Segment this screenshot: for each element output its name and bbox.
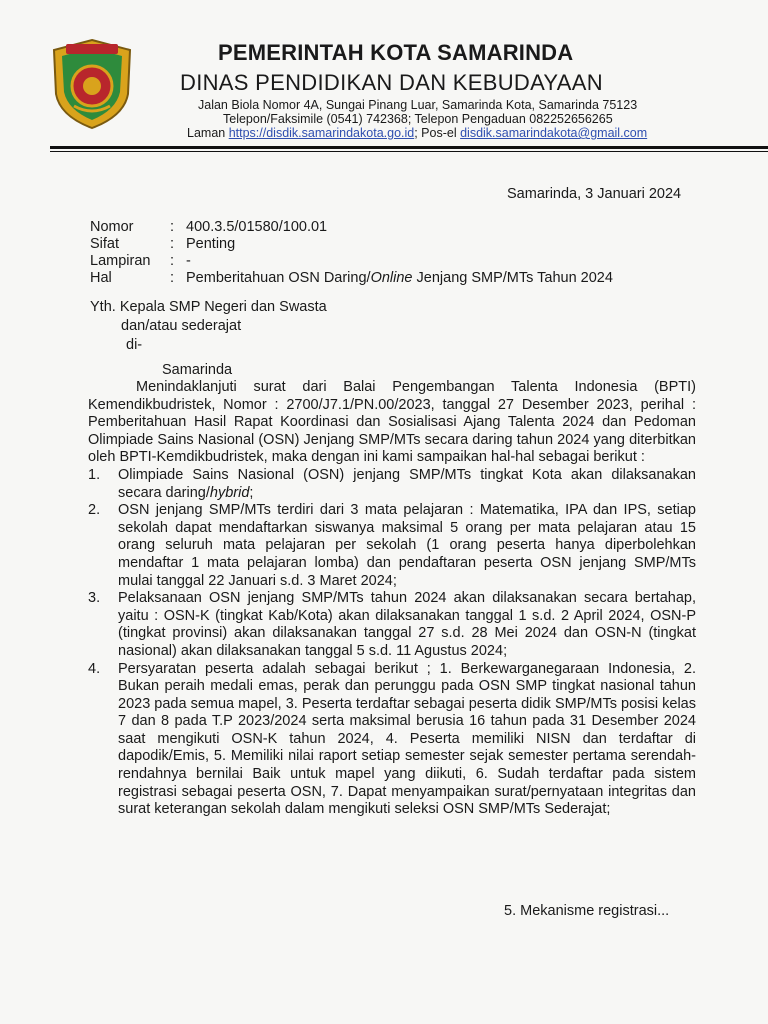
list-item: 3. Pelaksanaan OSN jenjang SMP/MTs tahun 2024 akan dilaksanakan secara bertahap, yaitu : OSN-K (tingkat Kab/Kota) akan dilaksanakan tanggal 1 s.d. 2 April 2024, OSN-P (tingkat provinsi) akan dilaksanakan tanggal 27 s.d. 28 Mei 2024 dan OSN-N (tingkat nasional) akan dilaksanakan tanggal 5 s.d. 11 Agustus 2024; (88, 590, 696, 659)
meta-row-subject (90, 270, 613, 287)
letterhead-divider-thin (50, 151, 768, 152)
list-item: 1. Olimpiade Sains Nasional (OSN) jenjang SMP/MTs tingkat Kota akan dilaksanakan secara daring/hybrid; (88, 466, 696, 501)
meta-label: Hal (90, 270, 112, 286)
meta-colon: : (170, 236, 175, 252)
meta-row-number (90, 219, 613, 236)
letterhead-title-department: DINAS PENDIDIKAN DAN KEBUDAYAAN (180, 70, 603, 95)
addressee-line: dan/atau sederajat (121, 318, 242, 334)
addressee-block (90, 298, 327, 380)
meta-colon: : (170, 253, 175, 269)
continuation-note: 5. Mekanisme registrasi... (504, 903, 670, 919)
meta-value: Pemberitahuan OSN Daring/Online Jenjang SMP/MTs Tahun 2024 (186, 270, 613, 286)
letterhead-title-government: PEMERINTAH KOTA SAMARINDA (218, 40, 574, 65)
letterhead-phone: Telepon/Faksimile (0541) 742368; Telepon Pengaduan 082252656265 (223, 112, 613, 126)
meta-colon: : (170, 270, 175, 286)
meta-value: Penting (186, 236, 236, 252)
intro-paragraph: Menindaklanjuti surat dari Balai Pengembangan Talenta Indonesia (BPTI) Kemendikbudristek, Nomor : 2700/J7.1/PN.00/2023, tanggal 27 Desember 2023, perihal : Pemberitahuan Hasil Rapat Koordinasi dan Sosialisasi Ajang Talenta 2024 dan Pedoman Olimpiade Sains Nasional (OSN) Jenjang SMP/MTs secara daring tahun 2024 yang diterbitkan oleh BPTI-Kemdikbudristek, maka dengan ini kami sampaikan hal-hal sebagai berikut : (88, 379, 696, 466)
web-label: Laman (187, 126, 229, 140)
letter-meta (90, 219, 613, 287)
list-item: 2. OSN jenjang SMP/MTs terdiri dari 3 mata pelajaran : Matematika, IPA dan IPS, setiap sekolah dapat mendaftarkan siswanya maksimal 5 orang per mata pelajaran atau 15 orang seluruh mata pelajaran per sekolah (1 orang peserta hanya diperbolehkan mendaftar 1 mata pelajaran lomba) dan pendaftaran peserta OSN jenjang SMP/MTs mulai tanggal 22 Januari s.d. 3 Maret 2024; (88, 502, 696, 589)
meta-row-nature (90, 236, 613, 253)
addressee-city: Samarinda (162, 362, 233, 378)
list-item: 4. Persyaratan peserta adalah sebagai berikut ; 1. Berkewarganegaraan Indonesia, 2. Bukan peraih medali emas, perak dan perunggu pada OSN SMP tingkat nasional tahun 2023 pada semua mapel, 3. Peserta terdaftar sebagai peserta didik SMP/MTs posisi kelas 7 dan 8 pada T.P 2023/2024 serta maksimal berusia 16 tahun pada 31 Desember 2024 saat mengikuti OSN-K tahun 2024, 4. Peserta memiliki NISN dan terdaftar di dapodik/Emis, 5. Memiliki nilai raport setiap semester sejak semester pertama serendah-rendahnya bernilai Baik untuk mapel yang diikuti, 6. Sudah terdaftar pada sistem registrasi sebagai peserta OSN, 7. Dapat menyampaikan surat/pernyataan integritas dan surat keterangan sekolah dalam mengikuti seleksi OSN SMP/MTs Sederajat; (88, 660, 696, 818)
letterhead-address: Jalan Biola Nomor 4A, Sungai Pinang Luar, Samarinda Kota, Samarinda 75123 (198, 98, 638, 112)
letterhead-divider-thick (50, 146, 768, 149)
meta-label: Nomor (90, 219, 134, 235)
letter-body (88, 379, 696, 819)
addressee-line: di- (126, 337, 143, 353)
meta-value: 400.3.5/01580/100.01 (186, 219, 328, 235)
letterhead-contact (187, 126, 647, 140)
meta-colon: : (170, 219, 175, 235)
meta-row-attachment (90, 253, 613, 270)
city-emblem-logo (44, 36, 140, 132)
website-link[interactable]: https://disdik.samarindakota.go.id (228, 126, 415, 140)
points-list (88, 467, 696, 819)
meta-label: Sifat (90, 236, 120, 252)
meta-value: - (186, 253, 191, 269)
meta-label: Lampiran (90, 253, 151, 269)
email-label: ; Pos-el (414, 126, 461, 140)
letter-date: Samarinda, 3 Januari 2024 (507, 186, 682, 202)
email-link[interactable]: disdik.samarindakota@gmail.com (460, 126, 648, 140)
addressee-line: Yth. Kepala SMP Negeri dan Swasta (90, 299, 327, 315)
